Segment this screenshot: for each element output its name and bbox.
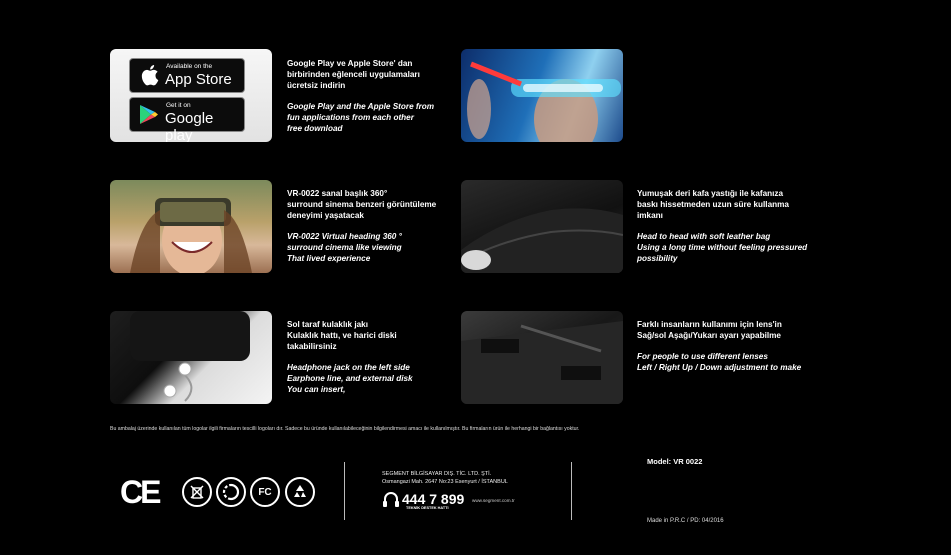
leather-pad-image <box>461 180 623 273</box>
feature-text-lens <box>637 319 817 373</box>
disclaimer-text: Bu ambalaj üzerinde kullanılan tüm logolar ilgili firmaların tescilli logoları dır. Sadece bu üründe kullanılabileceğinin bilgilendirmesi amacı ile kullanılmıştır. Bu firmaların ürün ile herhangi bir bağlantısı yoktur. <box>110 426 580 432</box>
feature-text-apps <box>287 58 452 134</box>
headset-icon <box>382 491 400 511</box>
green-dot-icon <box>216 477 246 507</box>
google-play-large-text: Google play <box>165 110 214 142</box>
lens-adjustment-image <box>461 311 623 404</box>
company-info <box>382 471 508 486</box>
feature-text-tr: Yumuşak deri kafa yastığı ile kafanıza baskı hissetmeden uzun süre kullanma imkanı <box>637 189 789 220</box>
company-address: Osmangazi Mah. 2647 No:23 Esenyurt / İSTANBUL <box>382 478 508 485</box>
store-badges-image <box>110 49 272 142</box>
ce-mark-icon: CE <box>120 474 159 510</box>
phone-number: 444 7 899 <box>402 491 465 507</box>
support-label: TEKNİK DESTEK HATTI <box>406 506 449 510</box>
model-number: Model: VR 0022 <box>647 457 703 466</box>
fcc-mark-icon: FC <box>250 477 280 507</box>
made-in-info: Made in P.R.C / PD: 04/2016 <box>647 518 724 524</box>
girl-illustration <box>110 180 272 273</box>
feature-text-360 <box>287 188 452 264</box>
feature-text-tr: VR-0022 sanal başlık 360° surround sinema benzeri görüntüleme deneyimi yaşatacak <box>287 189 437 220</box>
google-play-small-text: Get it on <box>166 102 191 109</box>
google-play-icon <box>139 104 159 125</box>
feature-text-tr: Farklı insanların kullanımı için lens'in Sağ/sol Aşağı/Yukarı ayarı yapabilme <box>637 320 782 340</box>
apple-icon <box>141 64 159 86</box>
company-name: SEGMENT BİLGİSAYAR DIŞ. TİC. LTD. ŞTİ. <box>382 471 492 477</box>
feature-text-leather <box>637 188 817 264</box>
girl-with-headset-image <box>110 180 272 273</box>
lens-illustration <box>461 311 623 404</box>
headphone-illustration <box>110 311 272 404</box>
headphone-jack-image <box>110 311 272 404</box>
app-store-small-text: Available on the <box>166 63 213 70</box>
feature-text-tr: Google Play ve Apple Store' dan birbirinden eğlenceli uygulamaları ücretsiz indirin <box>287 59 420 90</box>
recycle-icon <box>285 477 315 507</box>
footer-divider <box>344 462 345 520</box>
google-play-badge[interactable] <box>129 97 245 142</box>
app-store-large-text: App Store <box>165 71 232 88</box>
vr-man-image <box>461 49 623 142</box>
feature-text-headphone <box>287 319 452 395</box>
feature-text-tr: Sol taraf kulaklık jakı Kulaklık hattı, ve harici diski takabilirsiniz <box>287 320 397 351</box>
weee-bin-icon <box>182 477 212 507</box>
feature-text-en: For people to use different lenses Left / Right Up / Down adjustment to make <box>637 352 802 372</box>
footer-divider <box>571 462 572 520</box>
feature-text-en: Headphone jack on the left side Earphone line, and external disk You can insert, <box>287 363 413 394</box>
vr-man-illustration <box>461 49 623 142</box>
leather-pad-illustration <box>461 180 623 273</box>
feature-text-en: VR-0022 Virtual heading 360 ° surround cinema like viewing That lived experience <box>287 232 402 263</box>
feature-text-en: Google Play and the Apple Store from fun applications from each other free download <box>287 102 435 133</box>
feature-text-en: Head to head with soft leather bag Using a long time without feeling pressured possibility <box>637 232 808 263</box>
website-link[interactable]: www.segment.com.tr <box>472 498 515 503</box>
app-store-badge[interactable] <box>129 58 245 93</box>
